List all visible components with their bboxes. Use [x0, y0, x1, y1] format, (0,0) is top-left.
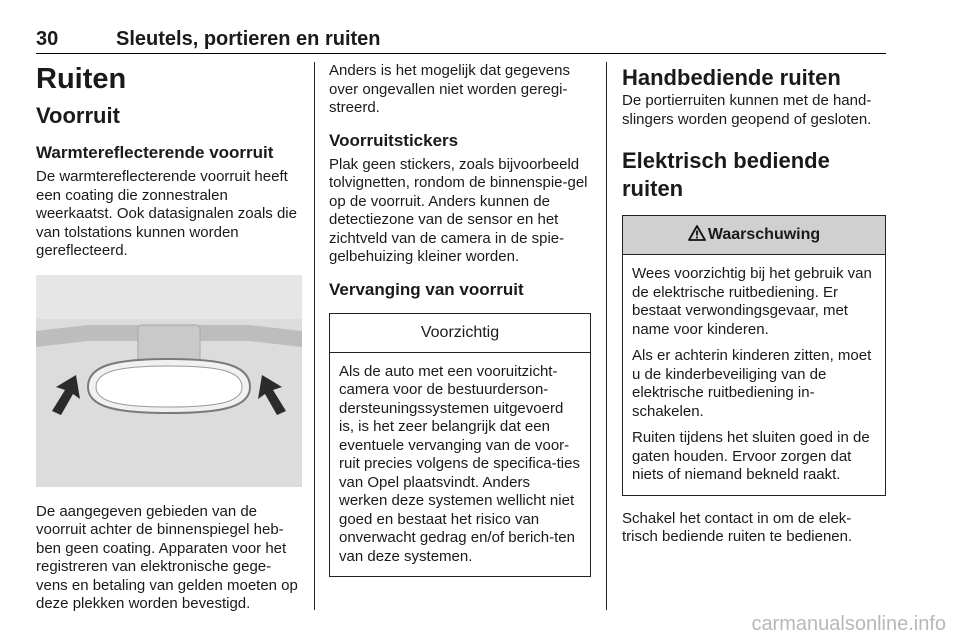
mirror-illustration: [36, 275, 302, 487]
warning-title: Waarschuwing: [707, 226, 821, 243]
column-2: [329, 58, 591, 577]
warning-paragraph: Als er achterin kinderen zitten, moet u de kinderbeveiliging van de elektrische ruitbediening in-schakelen.: [632, 347, 872, 420]
warning-paragraph: Ruiten tijdens het sluiten goed in de gaten houden. Ervoor zorgen dat niets of niemand bekneld raakt.: [632, 429, 870, 483]
intro-paragraph: De warmtereflecterende voorruit heeft een coating die zonnestralen weerkaatst. Ook datasignalen zoals die van tolstations kunnen worden gereflecteerd.: [36, 168, 297, 259]
caution-box: [329, 313, 591, 578]
warning-header: [623, 216, 885, 255]
subsection-title: Voorruit: [36, 103, 120, 128]
column-divider: [314, 62, 315, 610]
stickers-heading: Voorruitstickers: [329, 130, 459, 150]
column-divider: [606, 62, 607, 610]
watermark: carmanualsonline.info: [751, 613, 946, 635]
warning-body: [623, 255, 885, 495]
running-title: Sleutels, portieren en ruiten: [116, 28, 381, 50]
mirror-illustration-graphic: [36, 275, 302, 487]
topic-heading: Warmtereflecterende voorruit: [36, 143, 274, 162]
column-1: [36, 58, 302, 614]
warning-paragraph: Wees voorzichtig bij het gebruik van de elektrische ruitbediening. Er bestaat verwondingsgevaar, met name voor kinderen.: [632, 265, 872, 338]
caution-text: Als de auto met een vooruitzicht-camera voor de bestuurderson-dersteuningssystemen uitgevoerd is, is het zeer belangrijk dat een eventuele vervanging van de voor-ruit precies volgens de specifica-ties van Opel plaatsvindt. Anders werken deze systemen wellicht niet goed en bestaat het risico van onverwacht gedrag en/of berich-ten van deze systemen.: [339, 362, 580, 565]
warning-triangle-icon: [688, 218, 706, 256]
page-number: 30: [36, 28, 59, 50]
column-3: [622, 58, 886, 547]
electric-windows-instruction: Schakel het contact in om de elek-trisch bediende ruiten te bedienen.: [622, 509, 853, 545]
caution-title: Voorzichtig: [330, 314, 590, 353]
header-rule: [36, 53, 886, 54]
continued-paragraph: Anders is het mogelijk dat gegevens over ongevallen niet worden geregi-streerd.: [329, 62, 570, 116]
warning-box: [622, 215, 886, 496]
caution-body: [330, 353, 590, 577]
manual-windows-heading: Handbediende ruiten: [622, 65, 841, 90]
manual-windows-paragraph: De portierruiten kunnen met de hand-slingers worden geopend of gesloten.: [622, 92, 872, 128]
section-title: Ruiten: [36, 63, 127, 95]
figure-caption: De aangegeven gebieden van de voorruit achter de binnenspiegel heb-ben geen coating. Apparaten voor het registreren van elektronische gege-vens en betaling van gelden moeten op deze plekken worden bevestigd.: [36, 502, 298, 612]
electric-windows-heading: Elektrisch bediende ruiten: [622, 148, 830, 201]
replacement-heading: Vervanging van voorruit: [329, 279, 524, 299]
page-header: [36, 28, 886, 52]
stickers-paragraph: Plak geen stickers, zoals bijvoorbeeld tolvignetten, rondom de binnenspie-gel op de voorruit. Anders kunnen de detectiezone van de sensor en het zichtveld van de camera in de spie-gelbehuizing kleiner worden.: [329, 155, 588, 265]
